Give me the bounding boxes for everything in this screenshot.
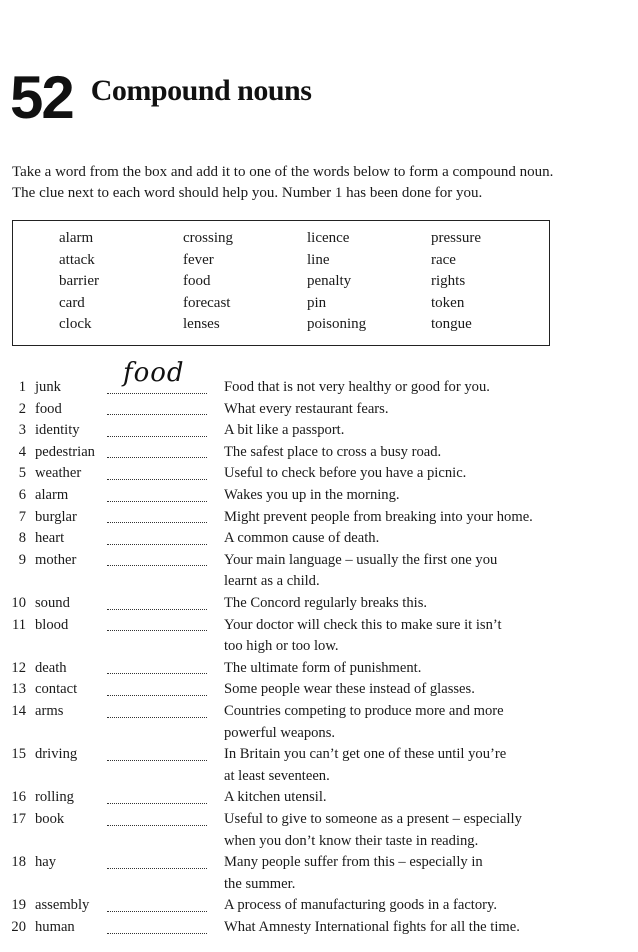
item-number: 11 (11, 616, 26, 633)
clue-line: In Britain you can’t get one of these until you’re (224, 746, 507, 763)
word-box-item: tongue (431, 316, 472, 333)
item-word: arms (35, 703, 64, 719)
clue-line: Many people suffer from this – especially in (224, 854, 483, 871)
answer-blank[interactable] (107, 528, 207, 550)
clue-line: when you don’t know their taste in reading. (224, 832, 479, 849)
clue-line: Food that is not very healthy or good for you. (224, 379, 490, 395)
word-box-item: card (59, 294, 85, 311)
dotted-line (107, 414, 207, 415)
clue-line: The Concord regularly breaks this. (224, 595, 428, 611)
item-number: 15 (11, 746, 26, 763)
dotted-line (107, 803, 207, 804)
dotted-line (107, 522, 207, 523)
clue-line: Countries competing to produce more and more (224, 703, 504, 719)
clue-line: A common cause of death. (224, 530, 380, 547)
item-word: book (35, 811, 65, 827)
clue-line: What every restaurant fears. (224, 400, 389, 417)
dotted-line (107, 544, 207, 545)
item-clue (224, 809, 564, 852)
word-box-grid (59, 230, 541, 338)
item-number: 6 (18, 487, 26, 503)
dotted-line (107, 630, 207, 631)
clue-line: Some people wear these instead of glasses. (224, 681, 475, 698)
clue-line: Might prevent people from breaking into your home. (224, 508, 533, 525)
item-word: weather (35, 465, 82, 482)
answer-blank[interactable] (107, 615, 207, 637)
clue-line: Useful to check before you have a picnic. (224, 465, 467, 482)
dotted-line (107, 911, 207, 912)
answer-blank[interactable] (107, 420, 207, 442)
word-box-item: token (431, 294, 465, 311)
item-number: 3 (18, 422, 26, 439)
answer-blank[interactable] (107, 358, 207, 399)
word-box-item: forecast (183, 294, 231, 311)
item-number: 18 (11, 854, 26, 871)
word-box-item: poisoning (307, 316, 367, 333)
item-clue (224, 744, 564, 787)
item-clue (224, 420, 564, 442)
item-number: 8 (18, 530, 26, 547)
item-number: 16 (11, 789, 26, 806)
clue-line: at least seventeen. (224, 767, 330, 784)
dotted-line (107, 695, 207, 696)
item-number: 1 (18, 379, 26, 395)
item-number: 7 (18, 508, 26, 525)
item-clue (224, 679, 564, 701)
clue-line: A kitchen utensil. (224, 789, 327, 806)
item-word: food (35, 400, 62, 417)
dotted-line (107, 393, 207, 394)
dotted-line (107, 933, 207, 934)
item-clue (224, 507, 564, 529)
unit-title: Compound nouns (90, 74, 312, 107)
item-clue (224, 917, 564, 939)
item-word: death (35, 659, 67, 676)
dotted-line (107, 673, 207, 674)
item-number: 5 (18, 465, 26, 482)
item-number: 2 (18, 400, 26, 417)
clue-line: Your main language – usually the first one you (224, 551, 498, 568)
word-box-item: fever (183, 251, 214, 268)
dotted-line (107, 868, 207, 869)
item-clue (224, 550, 564, 593)
word-box-item: penalty (307, 273, 352, 290)
clue-line: the summer. (224, 875, 296, 892)
answer-blank[interactable] (107, 550, 207, 572)
item-clue (224, 528, 564, 550)
answer-blank[interactable] (107, 917, 207, 939)
answer-blank[interactable] (107, 507, 207, 529)
item-word: pedestrian (35, 443, 95, 460)
word-box-item: alarm (59, 230, 94, 246)
item-word: junk (35, 379, 61, 395)
word-box-item: food (183, 273, 211, 290)
word-box-item: line (307, 251, 330, 268)
answer-blank[interactable] (107, 463, 207, 485)
item-word: assembly (35, 897, 90, 914)
item-word: alarm (35, 487, 69, 503)
answer-blank[interactable] (107, 744, 207, 766)
item-clue (224, 787, 564, 809)
clue-line: A bit like a passport. (224, 422, 345, 439)
clue-line: The safest place to cross a busy road. (224, 443, 442, 460)
word-box (12, 220, 550, 346)
dotted-line (107, 457, 207, 458)
dotted-line (107, 501, 207, 502)
clue-line: Your doctor will check this to make sure it isn’t (224, 616, 502, 633)
item-word: mother (35, 551, 77, 568)
word-box-item: licence (307, 230, 350, 246)
item-number: 14 (11, 703, 26, 719)
item-clue (224, 593, 564, 615)
unit-header (10, 64, 312, 131)
item-number: 20 (11, 919, 26, 935)
unit-number: 52 (10, 64, 73, 131)
item-word: identity (35, 422, 80, 439)
item-clue (224, 442, 564, 464)
clue-line: What Amnesty International fights for all the time. (224, 919, 520, 935)
item-clue (224, 895, 564, 917)
item-word: hay (35, 854, 57, 871)
dotted-line (107, 609, 207, 610)
item-word: sound (35, 595, 70, 611)
item-word: heart (35, 530, 65, 547)
dotted-line (107, 436, 207, 437)
instructions: Take a word from the box and add it to one of the words below to form a compound noun. The clue next to each word should help you. Number 1 has been done for you. (12, 164, 554, 201)
item-clue (224, 615, 564, 658)
answer-blank[interactable] (107, 485, 207, 507)
word-box-item: crossing (183, 230, 233, 246)
word-box-item: barrier (59, 273, 99, 290)
dotted-line (107, 479, 207, 480)
word-box-item: race (431, 251, 456, 268)
item-word: blood (35, 616, 69, 633)
answer-blank[interactable] (107, 679, 207, 701)
item-word: rolling (35, 789, 74, 806)
item-clue (224, 377, 564, 399)
item-clue (224, 485, 564, 507)
item-number: 13 (11, 681, 26, 698)
clue-line: Useful to give to someone as a present – especially (224, 811, 522, 827)
answer-blank[interactable] (107, 442, 207, 464)
item-clue (224, 852, 564, 895)
item-word: contact (35, 681, 78, 698)
dotted-line (107, 760, 207, 761)
item-number: 17 (11, 811, 26, 827)
item-word: human (35, 919, 75, 935)
item-word: driving (35, 746, 78, 763)
answer-blank[interactable] (107, 809, 207, 831)
item-number: 12 (11, 659, 26, 676)
item-clue (224, 399, 564, 421)
item-number: 10 (11, 595, 26, 611)
dotted-line (107, 717, 207, 718)
item-number: 19 (11, 897, 26, 914)
item-clue (224, 658, 564, 680)
handwritten-answer: food (123, 358, 185, 388)
word-box-item: clock (59, 316, 92, 333)
answer-blank[interactable] (107, 787, 207, 809)
clue-line: Wakes you up in the morning. (224, 487, 400, 503)
clue-line: The ultimate form of punishment. (224, 659, 422, 676)
answer-blank[interactable] (107, 593, 207, 615)
word-box-item: pin (307, 294, 327, 311)
word-box-item: pressure (431, 230, 481, 246)
dotted-line (107, 565, 207, 566)
clue-line: powerful weapons. (224, 724, 336, 741)
answer-blank[interactable] (107, 399, 207, 421)
answer-blank[interactable] (107, 895, 207, 917)
item-number: 9 (18, 551, 26, 568)
item-word: burglar (35, 508, 77, 525)
item-number: 4 (18, 443, 26, 460)
word-box-item: attack (59, 251, 95, 268)
word-box-item: lenses (183, 316, 220, 333)
item-clue (224, 701, 564, 744)
answer-blank[interactable] (107, 658, 207, 680)
dotted-line (107, 825, 207, 826)
clue-line: too high or too low. (224, 638, 339, 655)
item-clue (224, 463, 564, 485)
word-box-item: rights (431, 273, 466, 290)
clue-line: learnt as a child. (224, 573, 320, 590)
answer-blank[interactable] (107, 852, 207, 874)
clue-line: A process of manufacturing goods in a factory. (224, 897, 498, 914)
answer-blank[interactable] (107, 701, 207, 723)
